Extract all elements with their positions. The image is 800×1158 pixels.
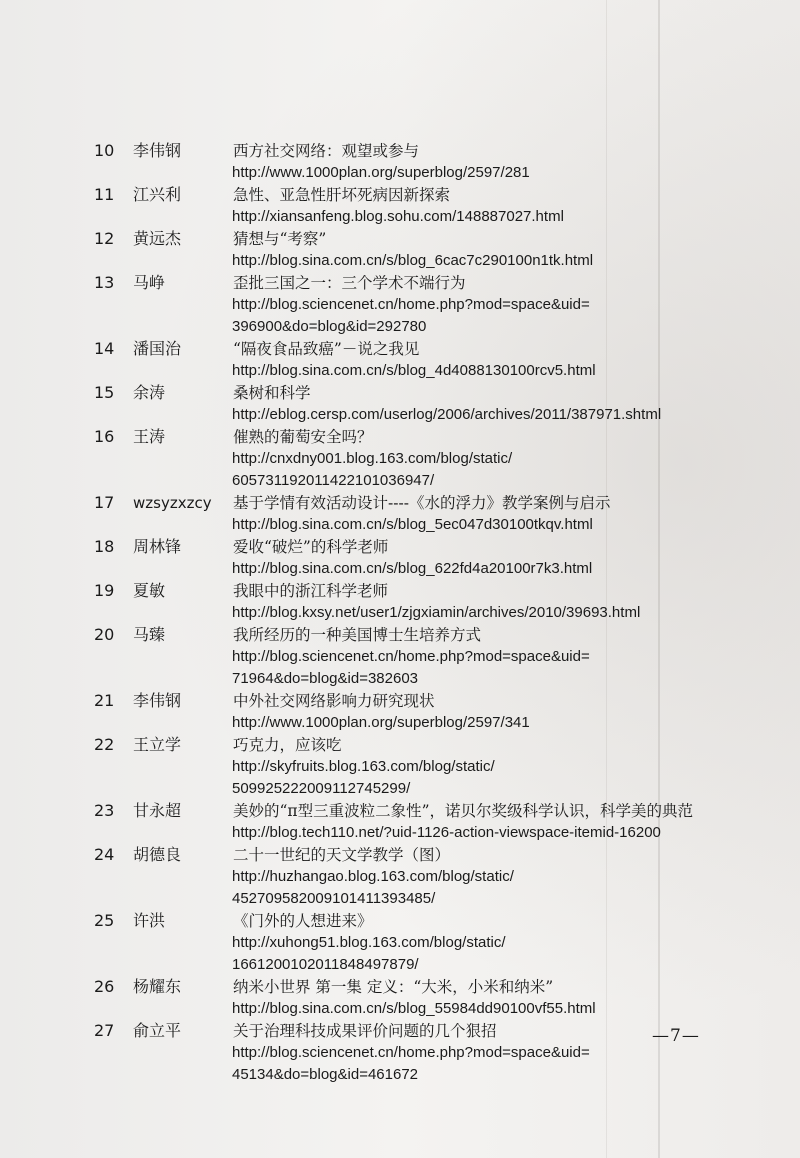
entry-url-link[interactable]: http://xuhong51.blog.163.com/blog/static/ 1661200102011848497879/ [232,934,506,973]
entry-title: 二十一世纪的天文学教学（图） [233,846,451,864]
entry-content [232,272,752,338]
entry-content [232,580,752,624]
list-item [0,184,800,228]
entry-content [232,536,752,580]
entry-url-link[interactable]: http://skyfruits.blog.163.com/blog/static/ 509925222009112745299/ [232,758,495,797]
entry-url-link[interactable]: http://blog.sina.com.cn/s/blog_622fd4a20100r7k3.html [232,560,593,577]
list-item [0,426,800,492]
entry-title: 猜想与“考察” [233,230,327,248]
entry-title: 巧克力，应该吃 [233,736,342,754]
entry-content [232,382,752,426]
entry-content [232,734,752,800]
entry-author: 江兴利 [133,185,182,204]
entry-url-link[interactable]: http://eblog.cersp.com/userlog/2006/archives/2011/387971.shtml [232,406,662,423]
entry-title: 美妙的“π型三重波粒二象性”，诺贝尔奖级科学认识，科学美的典范 [233,802,694,820]
entry-title: 桑树和科学 [233,384,311,402]
entry-number: 20 [94,625,115,644]
entry-title: 中外社交网络影响力研究现状 [233,692,435,710]
entry-number: 16 [94,427,115,446]
entry-content [232,426,752,492]
entry-url-link[interactable]: http://blog.sciencenet.cn/home.php?mod=space&uid= 396900&do=blog&id=292780 [232,296,590,335]
entry-content [232,184,752,228]
entry-url-link[interactable]: http://blog.sina.com.cn/s/blog_4d4088130100rcv5.html [232,362,596,379]
entry-content [232,140,752,184]
entry-url-link[interactable]: http://huzhangao.blog.163.com/blog/static/ 452709582009101411393485/ [232,868,514,907]
list-item [0,690,800,734]
entry-content [232,492,752,536]
entry-title: 我所经历的一种美国博士生培养方式 [233,626,482,644]
entry-number: 27 [94,1021,115,1040]
entry-number: 25 [94,911,115,930]
list-item [0,580,800,624]
entry-url-link[interactable]: http://cnxdny001.blog.163.com/blog/static/ 605731192011422101036947/ [232,450,513,489]
entry-number: 10 [94,141,115,160]
entry-url-link[interactable]: http://xiansanfeng.blog.sohu.com/148887027.html [232,208,564,225]
entry-content [232,976,752,1020]
list-item [0,976,800,1020]
entry-content [232,624,752,690]
entry-author: 潘国治 [133,339,182,358]
entry-author: 余涛 [133,383,166,402]
entry-content [232,228,752,272]
entry-title: 关于治理科技成果评价问题的几个狠招 [233,1022,497,1040]
entry-title: 催熟的葡萄安全吗？ [233,428,373,446]
entry-number: 13 [94,273,115,292]
entry-number: 26 [94,977,115,996]
entry-number: 23 [94,801,115,820]
entry-author: 甘永超 [133,801,182,820]
entry-author: wzsyzxzcy [133,494,212,512]
entry-author: 许洪 [133,911,166,930]
entry-author: 杨耀东 [133,977,182,996]
entry-author: 俞立平 [133,1021,182,1040]
entry-title: 爱收“破烂”的科学老师 [233,538,389,556]
entry-number: 14 [94,339,115,358]
entry-author: 周林锋 [133,537,182,556]
entry-content [232,800,752,844]
entry-author: 王涛 [133,427,166,446]
entry-title: “隔夜食品致癌”－说之我见 [233,340,420,358]
entry-url-link[interactable]: http://blog.kxsy.net/user1/zjgxiamin/archives/2010/39693.html [232,604,641,621]
list-item [0,228,800,272]
entry-url-link[interactable]: http://blog.sina.com.cn/s/blog_5ec047d30100tkqv.html [232,516,593,533]
entry-title: 纳米小世界 第一集 定义：“大米，小米和纳米” [233,978,554,996]
entry-url-link[interactable]: http://blog.sciencenet.cn/home.php?mod=space&uid= 71964&do=blog&id=382603 [232,648,590,687]
entry-url-link[interactable]: http://blog.tech110.net/?uid-1126-action-viewspace-itemid-16200 [232,824,661,841]
list-item [0,272,800,338]
entry-title: 西方社交网络：观望或参与 [233,142,420,160]
entry-author: 马臻 [133,625,166,644]
list-item [0,624,800,690]
entry-content [232,338,752,382]
entry-number: 15 [94,383,115,402]
entry-number: 22 [94,735,115,754]
list-item [0,382,800,426]
entry-author: 夏敏 [133,581,166,600]
entry-author: 黄远杰 [133,229,182,248]
entry-url-link[interactable]: http://www.1000plan.org/superblog/2597/341 [232,714,530,731]
entry-content [232,844,752,910]
list-item [0,800,800,844]
entry-url-link[interactable]: http://blog.sciencenet.cn/home.php?mod=space&uid= 45134&do=blog&id=461672 [232,1044,590,1083]
entry-number: 17 [94,493,115,512]
entry-author: 李伟钢 [133,691,182,710]
entry-number: 24 [94,845,115,864]
list-item [0,140,800,184]
entry-title: 急性、亚急性肝坏死病因新探索 [233,186,451,204]
entry-title: 《门外的人想进来》 [233,912,373,930]
entry-url-link[interactable]: http://www.1000plan.org/superblog/2597/281 [232,164,530,181]
entry-title: 歪批三国之一：三个学术不端行为 [233,274,466,292]
entry-author: 王立学 [133,735,182,754]
entry-title: 基于学情有效活动设计----《水的浮力》教学案例与启示 [233,494,611,512]
entry-number: 21 [94,691,115,710]
list-item [0,734,800,800]
entry-number: 19 [94,581,115,600]
list-item [0,338,800,382]
entry-author: 胡德良 [133,845,182,864]
page-number: —7— [652,1026,700,1046]
entry-number: 11 [94,185,115,204]
list-item [0,492,800,536]
entry-number: 18 [94,537,115,556]
list-item [0,910,800,976]
entry-content [232,690,752,734]
entry-number: 12 [94,229,115,248]
entry-author: 李伟钢 [133,141,182,160]
entry-author: 马峥 [133,273,166,292]
list-item [0,844,800,910]
entry-url-link[interactable]: http://blog.sina.com.cn/s/blog_55984dd90100vf55.html [232,1000,596,1017]
entry-url-link[interactable]: http://blog.sina.com.cn/s/blog_6cac7c290100n1tk.html [232,252,594,269]
list-item [0,536,800,580]
entry-content [232,910,752,976]
entry-title: 我眼中的浙江科学老师 [233,582,389,600]
